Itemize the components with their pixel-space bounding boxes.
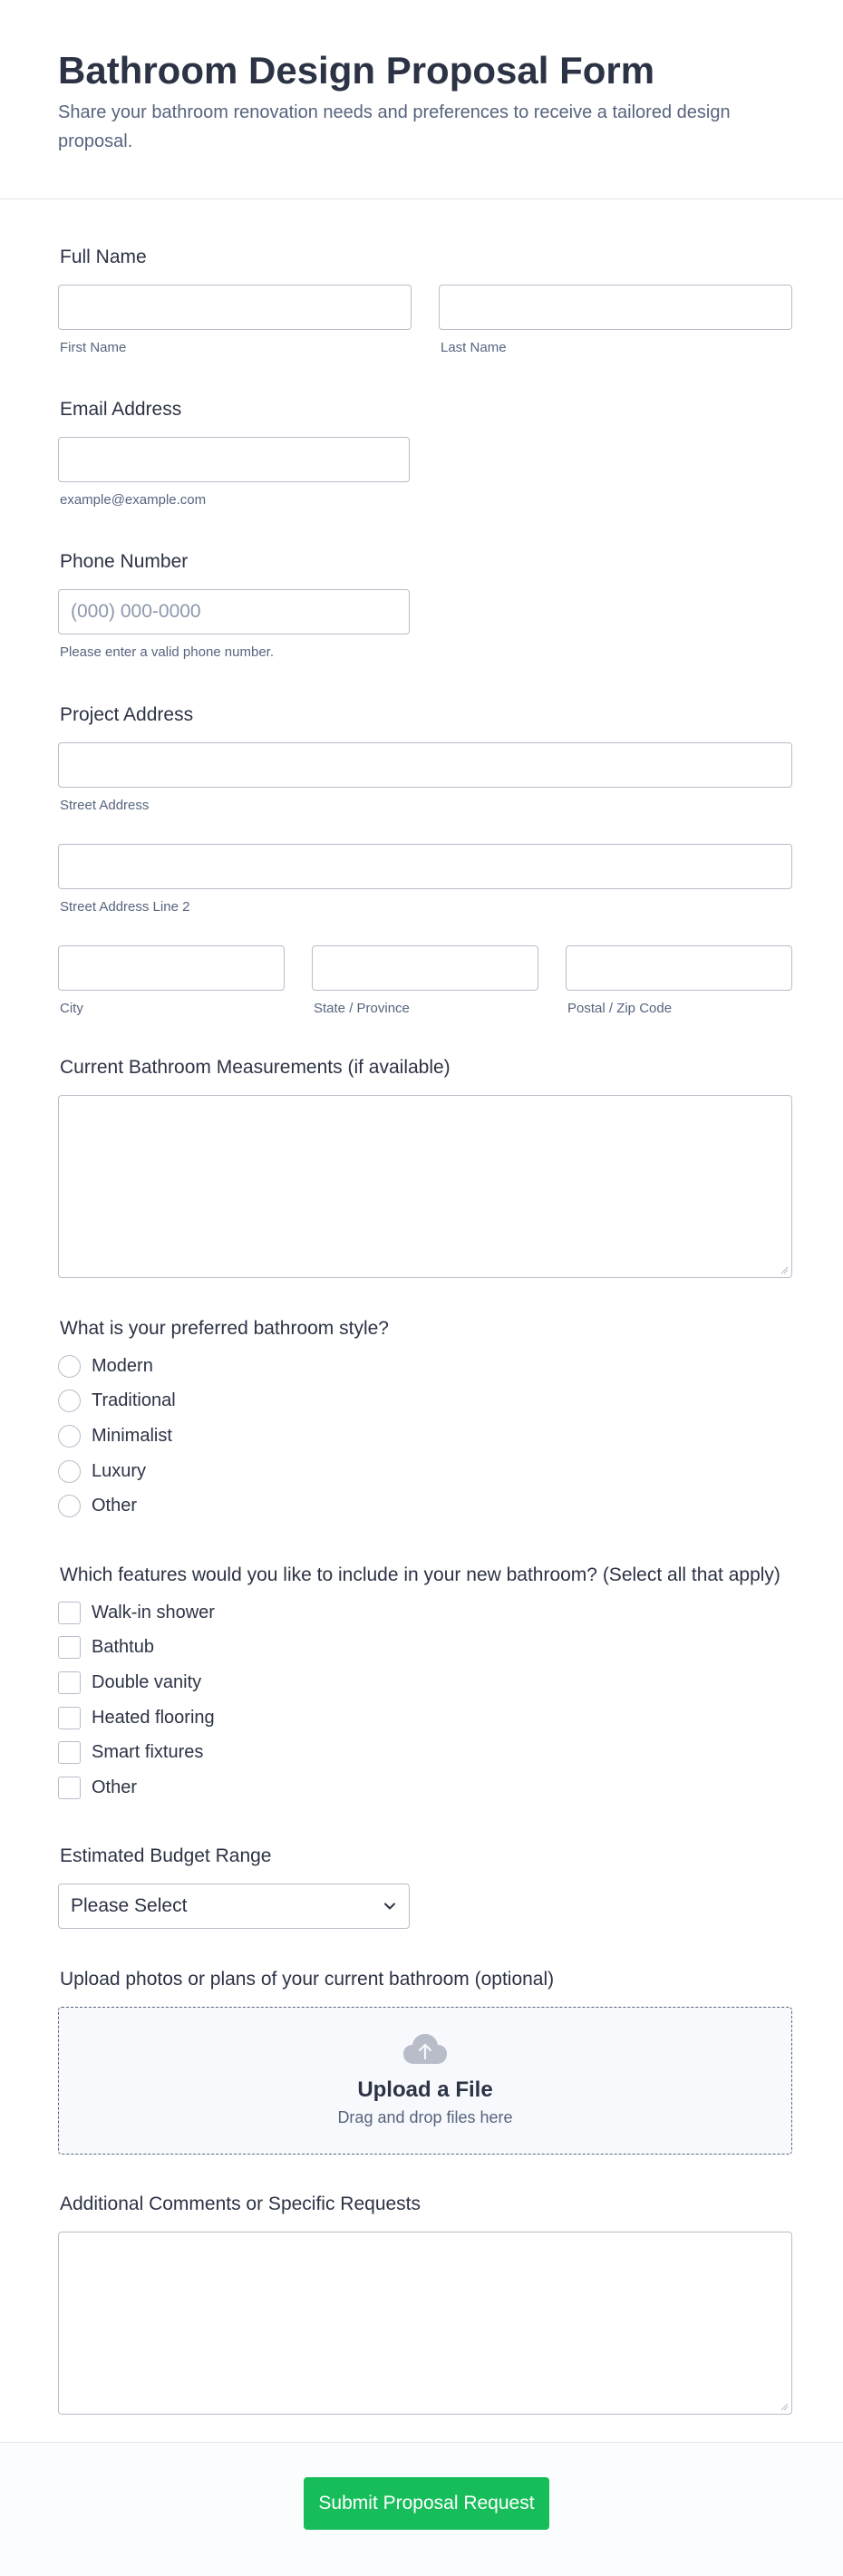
style-option-luxury[interactable]	[58, 1454, 792, 1489]
style-option-label: Other	[92, 1496, 138, 1516]
phone-input[interactable]	[58, 589, 410, 634]
email-sublabel: example@example.com	[60, 492, 207, 508]
radio-button[interactable]	[58, 1460, 81, 1483]
phone-sublabel: Please enter a valid phone number.	[60, 644, 274, 660]
upload-subtitle: Drag and drop files here	[337, 2108, 513, 2126]
checkbox[interactable]	[58, 1636, 81, 1659]
last-name-sublabel: Last Name	[441, 340, 507, 355]
style-option-modern[interactable]	[58, 1349, 792, 1384]
radio-button[interactable]	[58, 1355, 81, 1378]
feature-option-label: Walk-in shower	[92, 1602, 215, 1622]
first-name-sublabel: First Name	[60, 340, 127, 355]
measurements-label: Current Bathroom Measurements (if available)	[60, 1057, 451, 1078]
feature-option-heated-flooring[interactable]	[58, 1700, 801, 1736]
form-footer	[0, 2442, 843, 2576]
upload-field	[58, 1967, 792, 2155]
project-address-field	[58, 702, 792, 1018]
feature-option-bathtub[interactable]	[58, 1631, 801, 1666]
form-subtitle: Share your bathroom renovation needs and preferences to receive a tailored design proposal.	[58, 102, 731, 151]
checkbox[interactable]	[58, 1671, 81, 1694]
street-address-input[interactable]	[58, 742, 792, 788]
full-name-label: Full Name	[60, 247, 147, 267]
bathroom-style-label: What is your preferred bathroom style?	[60, 1318, 389, 1339]
street-address-sublabel: Street Address	[60, 798, 150, 813]
features-label: Which features would you like to include in your new bathroom? (Select all that apply)	[60, 1564, 780, 1585]
style-option-label: Modern	[92, 1355, 153, 1376]
features-field	[58, 1563, 801, 1806]
upload-label: Upload photos or plans of your current bathroom (optional)	[60, 1969, 555, 1990]
style-option-label: Minimalist	[92, 1425, 172, 1446]
feature-option-label: Other	[92, 1777, 138, 1797]
budget-select[interactable]	[58, 1884, 410, 1929]
street-address-line2-input[interactable]	[58, 844, 792, 889]
checkbox[interactable]	[58, 1741, 81, 1764]
form-title: Bathroom Design Proposal Form	[58, 49, 655, 92]
bathroom-style-field	[58, 1316, 792, 1524]
email-label: Email Address	[60, 399, 182, 420]
feature-option-label: Heated flooring	[92, 1707, 215, 1728]
checkbox[interactable]	[58, 1707, 81, 1729]
feature-option-double-vanity[interactable]	[58, 1665, 801, 1700]
feature-option-smart-fixtures[interactable]	[58, 1735, 801, 1770]
resize-grip-icon[interactable]	[780, 1265, 789, 1274]
style-option-label: Traditional	[92, 1390, 176, 1411]
comments-field	[58, 2192, 792, 2415]
radio-button[interactable]	[58, 1495, 81, 1517]
feature-option-label: Double vanity	[92, 1671, 202, 1692]
measurements-field	[58, 1055, 792, 1278]
checkbox[interactable]	[58, 1777, 81, 1799]
full-name-field	[58, 245, 792, 357]
upload-title: Upload a File	[357, 2077, 493, 2102]
email-field	[58, 397, 792, 509]
first-name-input[interactable]	[58, 285, 412, 330]
budget-label: Estimated Budget Range	[60, 1845, 272, 1866]
comments-textarea[interactable]	[58, 2232, 792, 2415]
measurements-textarea[interactable]	[58, 1095, 792, 1278]
style-option-other[interactable]	[58, 1488, 792, 1524]
last-name-input[interactable]	[439, 285, 792, 330]
file-upload-dropzone[interactable]	[58, 2007, 792, 2155]
state-sublabel: State / Province	[314, 1001, 410, 1016]
street-address-line2-sublabel: Street Address Line 2	[60, 899, 190, 915]
bathroom-style-options	[58, 1349, 792, 1524]
city-input[interactable]	[58, 945, 285, 991]
resize-grip-icon[interactable]	[780, 2402, 789, 2411]
radio-button[interactable]	[58, 1390, 81, 1412]
email-input[interactable]	[58, 437, 410, 482]
checkbox[interactable]	[58, 1602, 81, 1624]
state-input[interactable]	[312, 945, 538, 991]
features-options	[58, 1595, 801, 1806]
phone-label: Phone Number	[60, 551, 189, 572]
chevron-down-icon	[383, 1899, 397, 1913]
zip-input[interactable]	[566, 945, 792, 991]
style-option-minimalist[interactable]	[58, 1419, 792, 1454]
style-option-label: Luxury	[92, 1460, 147, 1481]
feature-option-walk-in-shower[interactable]	[58, 1595, 801, 1631]
project-address-label: Project Address	[60, 704, 194, 725]
feature-option-label: Smart fixtures	[92, 1742, 204, 1763]
comments-label: Additional Comments or Specific Requests	[60, 2193, 422, 2214]
phone-field	[58, 549, 792, 662]
submit-proposal-button[interactable]: Submit Proposal Request	[304, 2477, 549, 2530]
cloud-upload-icon	[402, 2031, 449, 2068]
budget-field	[58, 1844, 792, 1929]
style-option-traditional[interactable]	[58, 1384, 792, 1419]
city-sublabel: City	[60, 1001, 83, 1016]
form-header	[0, 0, 843, 199]
feature-option-other[interactable]	[58, 1770, 801, 1806]
radio-button[interactable]	[58, 1425, 81, 1448]
budget-selected-value: Please Select	[71, 1895, 188, 1916]
zip-sublabel: Postal / Zip Code	[567, 1001, 673, 1016]
feature-option-label: Bathtub	[92, 1637, 154, 1658]
